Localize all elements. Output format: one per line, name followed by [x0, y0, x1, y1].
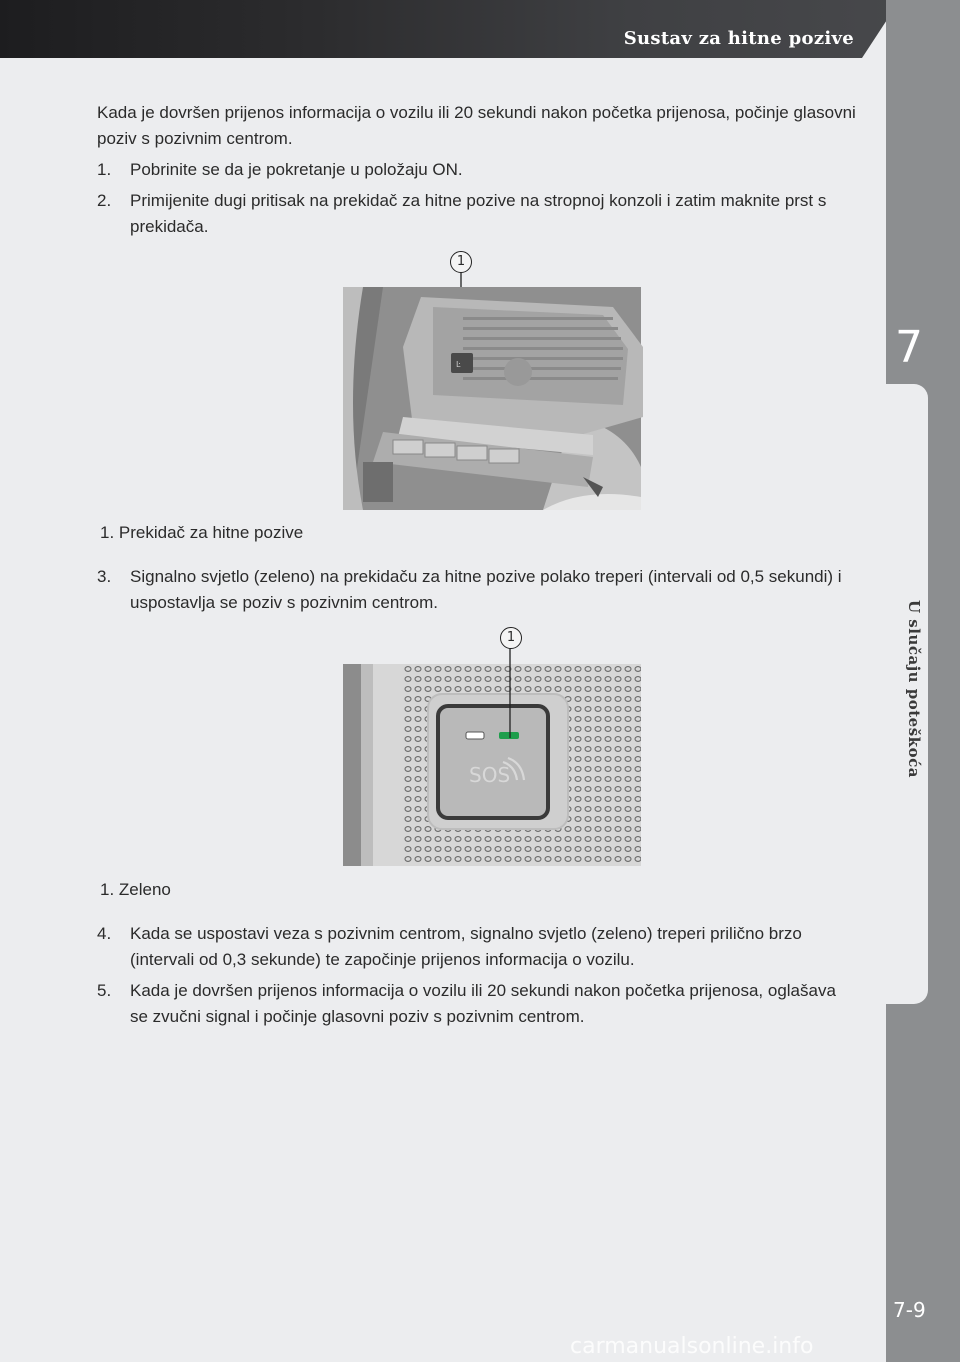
step-5 — [97, 978, 857, 1030]
main-content — [97, 100, 857, 240]
section-title: Sustav za hitne pozive — [623, 28, 854, 49]
step-text: Primijenite dugi pritisak na prekidač za hitne pozive na stropnoj konzoli i zatim maknite prst s prekidača. — [130, 191, 827, 236]
step-number: 1. — [97, 160, 112, 179]
figure2-callout-line — [505, 648, 515, 740]
chapter-number: 7 — [895, 322, 923, 373]
sos-label: SOS — [469, 763, 511, 787]
page-number: 7-9 — [893, 1298, 926, 1322]
step-text: Pobrinite se da je pokretanje u položaju ON. — [130, 160, 463, 179]
step-1 — [97, 157, 857, 183]
step-number: 5. — [97, 981, 112, 1000]
step-2 — [97, 188, 857, 240]
figure1-overhead-console — [343, 250, 643, 512]
step-number: 2. — [97, 191, 112, 210]
step-number: 4. — [97, 924, 112, 943]
intro-paragraph: Kada je dovršen prijenos informacija o vozilu ili 20 sekundi nakon početka prijenosa, počinje glasovni poziv s pozivnim centrom. — [97, 103, 856, 148]
step-3 — [97, 564, 890, 616]
chapter-title: U slučaju poteškoća — [905, 600, 923, 778]
svg-text:Ŀ: Ŀ — [456, 360, 461, 369]
figure1-callout: 1 — [450, 251, 472, 273]
step-number: 3. — [97, 567, 112, 586]
figure2-sos-button — [343, 640, 643, 870]
figure2-callout: 1 — [500, 627, 522, 649]
step-text: Signalno svjetlo (zeleno) na prekidaču za hitne pozive polako treperi (intervali od 0,5 sekundi) i uspostavlja se poziv s pozivnim centrom. — [130, 567, 842, 612]
figure2-caption: 1. Zeleno — [100, 880, 171, 899]
step-text: Kada se uspostavi veza s pozivnim centrom, signalno svjetlo (zeleno) treperi prilično brzo (intervali od 0,3 sekunde) te započinje prijenos informacija o vozilu. — [130, 924, 802, 969]
step-text: Kada je dovršen prijenos informacija o vozilu ili 20 sekundi nakon početka prijenosa, oglašava se zvučni signal i počinje glasovni poziv s pozivnim centrom. — [130, 981, 836, 1026]
watermark: carmanualsonline.info — [570, 1334, 814, 1359]
step-4 — [97, 921, 857, 973]
figure1-caption: 1. Prekidač za hitne pozive — [100, 523, 304, 542]
steps-continued — [97, 921, 857, 1030]
